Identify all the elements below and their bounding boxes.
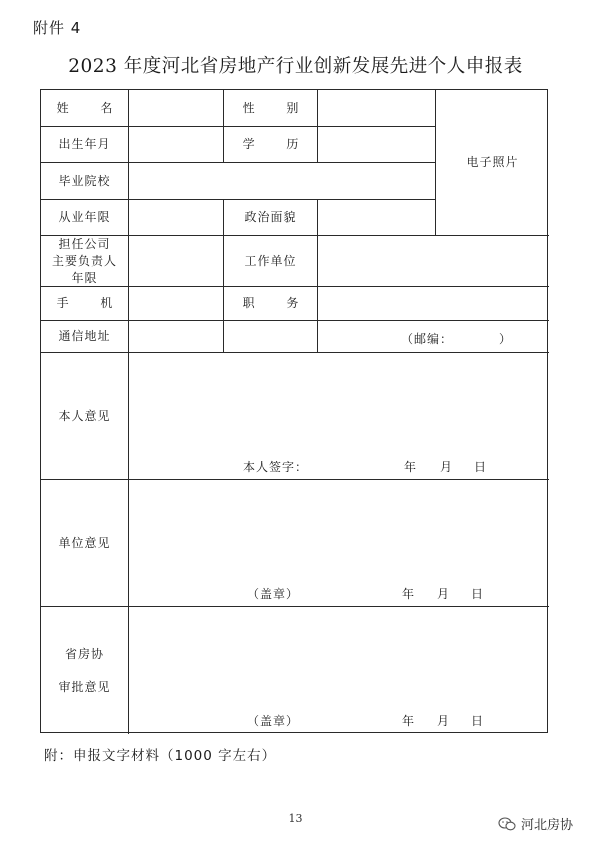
attachment-label: 附件 4 (33, 19, 82, 37)
wechat-icon (498, 817, 516, 831)
leader-years-line: 主要负责人 (51, 253, 117, 268)
leader-years-line: 年限 (71, 270, 98, 285)
workplace-label: 工作单位 (244, 253, 297, 268)
seal-label: （盖章） (247, 587, 300, 601)
province-opinion-label (41, 607, 128, 734)
date-day: 日 (474, 460, 488, 474)
unit-opinion-label: 单位意见 (58, 535, 111, 550)
date-day: 日 (471, 714, 485, 728)
date-year: 年 (402, 714, 416, 728)
position-field[interactable] (318, 287, 549, 320)
years-field[interactable] (129, 200, 223, 235)
position-label: 职 务 (242, 296, 313, 310)
name-label: 姓 名 (56, 100, 127, 115)
birth-label: 出生年月 (58, 137, 111, 151)
self-sign-label: 本人签字： (243, 460, 309, 474)
date-month: 月 (437, 714, 451, 728)
photo-box[interactable]: 电子照片 (466, 155, 519, 169)
date-month: 月 (440, 460, 454, 474)
unit-opinion-field[interactable] (129, 480, 549, 606)
education-field[interactable] (318, 127, 435, 162)
page-number: 13 (288, 812, 303, 825)
attachment-note: 附：申报文字材料（1000 字左右） (44, 748, 277, 764)
postcode-label: （邮编： ） (401, 332, 513, 346)
seal-label: （盖章） (247, 714, 300, 728)
province-opinion-line: 省房协 (64, 646, 104, 661)
years-label: 从业年限 (58, 210, 111, 224)
school-field[interactable] (129, 163, 435, 199)
date-year: 年 (404, 460, 418, 474)
leader-years-line: 担任公司 (58, 236, 111, 251)
date-day: 日 (471, 587, 485, 601)
gender-label: 性 别 (242, 100, 313, 115)
watermark-text: 河北房协 (520, 818, 573, 833)
address-label: 通信地址 (58, 329, 111, 343)
workplace-field[interactable] (318, 236, 549, 286)
self-opinion-label: 本人意见 (58, 408, 111, 423)
birth-field[interactable] (129, 127, 223, 162)
name-field[interactable] (129, 90, 223, 126)
watermark (498, 814, 573, 833)
phone-label: 手 机 (56, 296, 127, 310)
date-year: 年 (402, 587, 416, 601)
gender-field[interactable] (318, 90, 435, 126)
school-label: 毕业院校 (58, 173, 111, 188)
political-field[interactable] (318, 200, 435, 235)
education-label: 学 历 (242, 137, 313, 151)
application-form (40, 89, 548, 733)
leader-years-label (41, 236, 128, 286)
phone-field[interactable] (129, 287, 223, 320)
province-opinion-line: 审批意见 (58, 679, 111, 694)
date-month: 月 (437, 587, 451, 601)
leader-years-field[interactable] (129, 236, 223, 286)
political-label: 政治面貌 (244, 210, 297, 224)
province-opinion-field[interactable] (129, 607, 549, 734)
form-title: 2023 年度河北省房地产行业创新发展先进个人申报表 (68, 56, 523, 77)
